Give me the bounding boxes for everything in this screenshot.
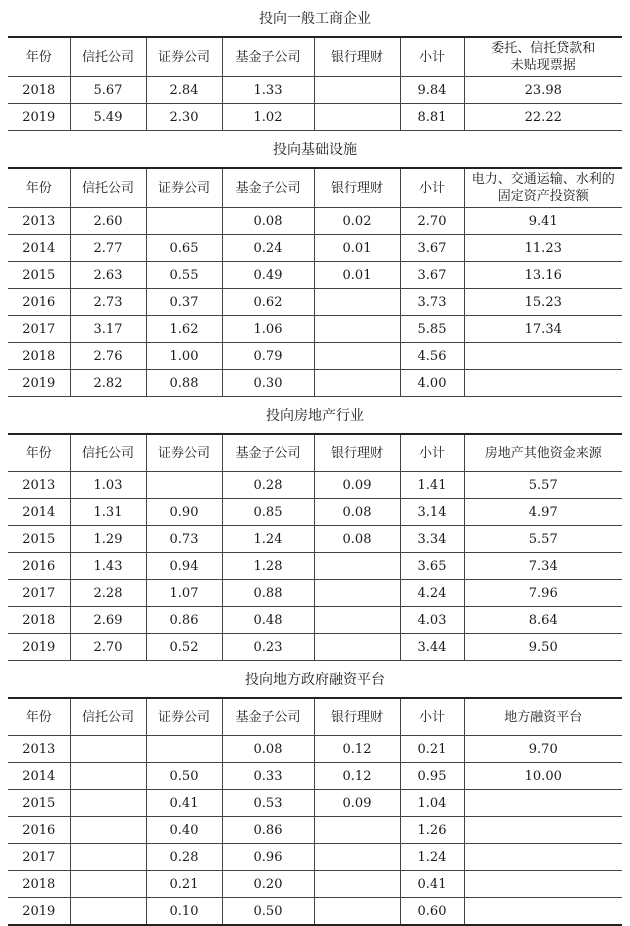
value-cell: 2.77: [70, 235, 146, 262]
header-row: [8, 168, 622, 208]
value-cell: 9.41: [464, 208, 622, 235]
value-cell: 0.21: [146, 871, 222, 898]
value-cell: 7.96: [464, 580, 622, 607]
value-cell: [314, 77, 400, 104]
column-header: 年份: [8, 434, 70, 472]
value-cell: 1.28: [222, 553, 314, 580]
year-cell: 2017: [8, 316, 70, 343]
value-cell: 2.70: [400, 208, 464, 235]
table-row: [8, 844, 622, 871]
value-cell: 0.10: [146, 898, 222, 926]
year-cell: 2013: [8, 736, 70, 763]
value-cell: 5.57: [464, 526, 622, 553]
value-cell: 0.90: [146, 499, 222, 526]
table-row: [8, 262, 622, 289]
value-cell: 3.73: [400, 289, 464, 316]
value-cell: [464, 844, 622, 871]
table-row: [8, 499, 622, 526]
table-row: [8, 370, 622, 397]
value-cell: [464, 817, 622, 844]
value-cell: 0.01: [314, 262, 400, 289]
section-title: 投向基础设施: [273, 142, 357, 158]
value-cell: 2.30: [146, 104, 222, 131]
table-row: [8, 343, 622, 370]
value-cell: 0.12: [314, 736, 400, 763]
value-cell: 0.08: [314, 526, 400, 553]
header-row: [8, 37, 622, 77]
value-cell: [314, 370, 400, 397]
year-cell: 2018: [8, 77, 70, 104]
table-row: [8, 104, 622, 131]
value-cell: 5.85: [400, 316, 464, 343]
value-cell: 0.65: [146, 235, 222, 262]
value-cell: [464, 871, 622, 898]
value-cell: 1.02: [222, 104, 314, 131]
value-cell: 2.28: [70, 580, 146, 607]
value-cell: 4.00: [400, 370, 464, 397]
value-cell: 0.88: [222, 580, 314, 607]
column-header: 信托公司: [70, 698, 146, 736]
value-cell: 3.14: [400, 499, 464, 526]
data-table: [8, 433, 622, 661]
column-header: 委托、信托贷款和 未贴现票据: [464, 37, 622, 77]
value-cell: 1.43: [70, 553, 146, 580]
column-header: 基金子公司: [222, 37, 314, 77]
value-cell: [146, 736, 222, 763]
value-cell: 3.17: [70, 316, 146, 343]
value-cell: 0.30: [222, 370, 314, 397]
value-cell: 23.98: [464, 77, 622, 104]
value-cell: 9.50: [464, 634, 622, 661]
value-cell: 1.24: [400, 844, 464, 871]
value-cell: 0.86: [146, 607, 222, 634]
value-cell: 0.08: [314, 499, 400, 526]
year-cell: 2013: [8, 472, 70, 499]
value-cell: 0.28: [222, 472, 314, 499]
value-cell: 1.04: [400, 790, 464, 817]
table-row: [8, 208, 622, 235]
value-cell: 3.67: [400, 262, 464, 289]
value-cell: 9.70: [464, 736, 622, 763]
year-cell: 2017: [8, 844, 70, 871]
value-cell: 2.70: [70, 634, 146, 661]
value-cell: 0.12: [314, 763, 400, 790]
table-section: [8, 131, 622, 397]
data-table: [8, 36, 622, 131]
value-cell: 0.24: [222, 235, 314, 262]
value-cell: 0.60: [400, 898, 464, 926]
value-cell: 3.65: [400, 553, 464, 580]
value-cell: 0.88: [146, 370, 222, 397]
column-header: 年份: [8, 168, 70, 208]
table-row: [8, 235, 622, 262]
value-cell: 1.62: [146, 316, 222, 343]
value-cell: 3.44: [400, 634, 464, 661]
value-cell: [314, 316, 400, 343]
table-row: [8, 77, 622, 104]
value-cell: 0.50: [146, 763, 222, 790]
year-cell: 2014: [8, 235, 70, 262]
column-header: 证券公司: [146, 698, 222, 736]
year-cell: 2015: [8, 526, 70, 553]
value-cell: 0.08: [222, 208, 314, 235]
value-cell: 0.50: [222, 898, 314, 926]
value-cell: 0.95: [400, 763, 464, 790]
value-cell: [314, 844, 400, 871]
header-row: [8, 434, 622, 472]
value-cell: 1.06: [222, 316, 314, 343]
table-row: [8, 316, 622, 343]
column-header: 证券公司: [146, 168, 222, 208]
column-header: 年份: [8, 37, 70, 77]
value-cell: 17.34: [464, 316, 622, 343]
value-cell: 5.49: [70, 104, 146, 131]
value-cell: 4.24: [400, 580, 464, 607]
value-cell: [314, 607, 400, 634]
header-row: [8, 698, 622, 736]
value-cell: 5.67: [70, 77, 146, 104]
value-cell: [314, 343, 400, 370]
year-cell: 2019: [8, 634, 70, 661]
value-cell: 3.34: [400, 526, 464, 553]
section-title: 投向地方政府融资平台: [245, 672, 385, 688]
value-cell: [464, 898, 622, 926]
column-header: 银行理财: [314, 434, 400, 472]
year-cell: 2018: [8, 607, 70, 634]
value-cell: 1.33: [222, 77, 314, 104]
value-cell: 2.63: [70, 262, 146, 289]
value-cell: 0.53: [222, 790, 314, 817]
column-header: 银行理财: [314, 168, 400, 208]
column-header: 小计: [400, 168, 464, 208]
column-header: 基金子公司: [222, 698, 314, 736]
section-title: 投向一般工商企业: [259, 11, 371, 27]
column-header: 信托公司: [70, 434, 146, 472]
value-cell: 0.02: [314, 208, 400, 235]
value-cell: [314, 634, 400, 661]
value-cell: [464, 370, 622, 397]
value-cell: [464, 790, 622, 817]
data-table: [8, 167, 622, 397]
value-cell: 0.33: [222, 763, 314, 790]
investment-tables-document: [8, 0, 622, 926]
value-cell: 0.09: [314, 790, 400, 817]
table-row: [8, 763, 622, 790]
value-cell: 10.00: [464, 763, 622, 790]
section-title: 投向房地产行业: [266, 408, 364, 424]
value-cell: 1.24: [222, 526, 314, 553]
table-section: [8, 661, 622, 926]
value-cell: 2.84: [146, 77, 222, 104]
year-cell: 2015: [8, 790, 70, 817]
column-header: 电力、交通运输、水利的 固定资产投资额: [464, 168, 622, 208]
table-section: [8, 397, 622, 661]
value-cell: 3.67: [400, 235, 464, 262]
value-cell: 1.00: [146, 343, 222, 370]
value-cell: 0.62: [222, 289, 314, 316]
value-cell: 1.31: [70, 499, 146, 526]
year-cell: 2019: [8, 370, 70, 397]
value-cell: 2.60: [70, 208, 146, 235]
value-cell: [70, 790, 146, 817]
value-cell: 0.09: [314, 472, 400, 499]
table-row: [8, 871, 622, 898]
data-table: [8, 697, 622, 926]
column-header: 证券公司: [146, 37, 222, 77]
value-cell: [70, 844, 146, 871]
year-cell: 2014: [8, 763, 70, 790]
column-header: 证券公司: [146, 434, 222, 472]
table-row: [8, 553, 622, 580]
value-cell: 0.55: [146, 262, 222, 289]
year-cell: 2019: [8, 104, 70, 131]
column-header: 小计: [400, 434, 464, 472]
value-cell: [70, 871, 146, 898]
year-cell: 2014: [8, 499, 70, 526]
value-cell: 1.07: [146, 580, 222, 607]
value-cell: [314, 553, 400, 580]
table-row: [8, 790, 622, 817]
year-cell: 2017: [8, 580, 70, 607]
table-row: [8, 898, 622, 926]
value-cell: 0.94: [146, 553, 222, 580]
table-row: [8, 634, 622, 661]
value-cell: 4.03: [400, 607, 464, 634]
value-cell: 0.52: [146, 634, 222, 661]
column-header: 信托公司: [70, 37, 146, 77]
value-cell: 4.56: [400, 343, 464, 370]
column-header: 信托公司: [70, 168, 146, 208]
year-cell: 2015: [8, 262, 70, 289]
year-cell: 2018: [8, 343, 70, 370]
value-cell: 2.73: [70, 289, 146, 316]
value-cell: 0.85: [222, 499, 314, 526]
value-cell: 0.73: [146, 526, 222, 553]
year-cell: 2016: [8, 553, 70, 580]
column-header: 基金子公司: [222, 168, 314, 208]
value-cell: 22.22: [464, 104, 622, 131]
year-cell: 2016: [8, 289, 70, 316]
table-row: [8, 607, 622, 634]
value-cell: 0.28: [146, 844, 222, 871]
table-row: [8, 580, 622, 607]
value-cell: 8.81: [400, 104, 464, 131]
value-cell: 0.40: [146, 817, 222, 844]
value-cell: 2.76: [70, 343, 146, 370]
value-cell: 11.23: [464, 235, 622, 262]
value-cell: 1.03: [70, 472, 146, 499]
value-cell: 8.64: [464, 607, 622, 634]
value-cell: [464, 343, 622, 370]
value-cell: 0.08: [222, 736, 314, 763]
value-cell: 1.41: [400, 472, 464, 499]
year-cell: 2013: [8, 208, 70, 235]
value-cell: 0.37: [146, 289, 222, 316]
value-cell: 0.79: [222, 343, 314, 370]
table-row: [8, 472, 622, 499]
year-cell: 2016: [8, 817, 70, 844]
value-cell: 0.86: [222, 817, 314, 844]
table-section: [8, 0, 622, 131]
column-header: 银行理财: [314, 698, 400, 736]
value-cell: [314, 817, 400, 844]
column-header: 小计: [400, 698, 464, 736]
value-cell: [146, 208, 222, 235]
value-cell: [70, 736, 146, 763]
value-cell: 0.20: [222, 871, 314, 898]
column-header: 银行理财: [314, 37, 400, 77]
value-cell: 0.01: [314, 235, 400, 262]
value-cell: [146, 472, 222, 499]
value-cell: 1.29: [70, 526, 146, 553]
value-cell: 0.96: [222, 844, 314, 871]
value-cell: 13.16: [464, 262, 622, 289]
value-cell: [314, 898, 400, 926]
value-cell: 4.97: [464, 499, 622, 526]
year-cell: 2018: [8, 871, 70, 898]
year-cell: 2019: [8, 898, 70, 926]
value-cell: [70, 817, 146, 844]
column-header: 基金子公司: [222, 434, 314, 472]
value-cell: 0.41: [400, 871, 464, 898]
value-cell: 0.49: [222, 262, 314, 289]
table-row: [8, 289, 622, 316]
table-row: [8, 526, 622, 553]
value-cell: 15.23: [464, 289, 622, 316]
column-header: 小计: [400, 37, 464, 77]
column-header: 房地产其他资金来源: [464, 434, 622, 472]
value-cell: 1.26: [400, 817, 464, 844]
value-cell: 0.41: [146, 790, 222, 817]
value-cell: [314, 289, 400, 316]
column-header: 地方融资平台: [464, 698, 622, 736]
table-row: [8, 817, 622, 844]
value-cell: 9.84: [400, 77, 464, 104]
value-cell: 5.57: [464, 472, 622, 499]
value-cell: 0.48: [222, 607, 314, 634]
value-cell: [314, 104, 400, 131]
column-header: 年份: [8, 698, 70, 736]
value-cell: 7.34: [464, 553, 622, 580]
value-cell: 2.82: [70, 370, 146, 397]
value-cell: [314, 871, 400, 898]
value-cell: [70, 898, 146, 926]
value-cell: [314, 580, 400, 607]
value-cell: [70, 763, 146, 790]
table-row: [8, 736, 622, 763]
value-cell: 0.23: [222, 634, 314, 661]
value-cell: 2.69: [70, 607, 146, 634]
value-cell: 0.21: [400, 736, 464, 763]
